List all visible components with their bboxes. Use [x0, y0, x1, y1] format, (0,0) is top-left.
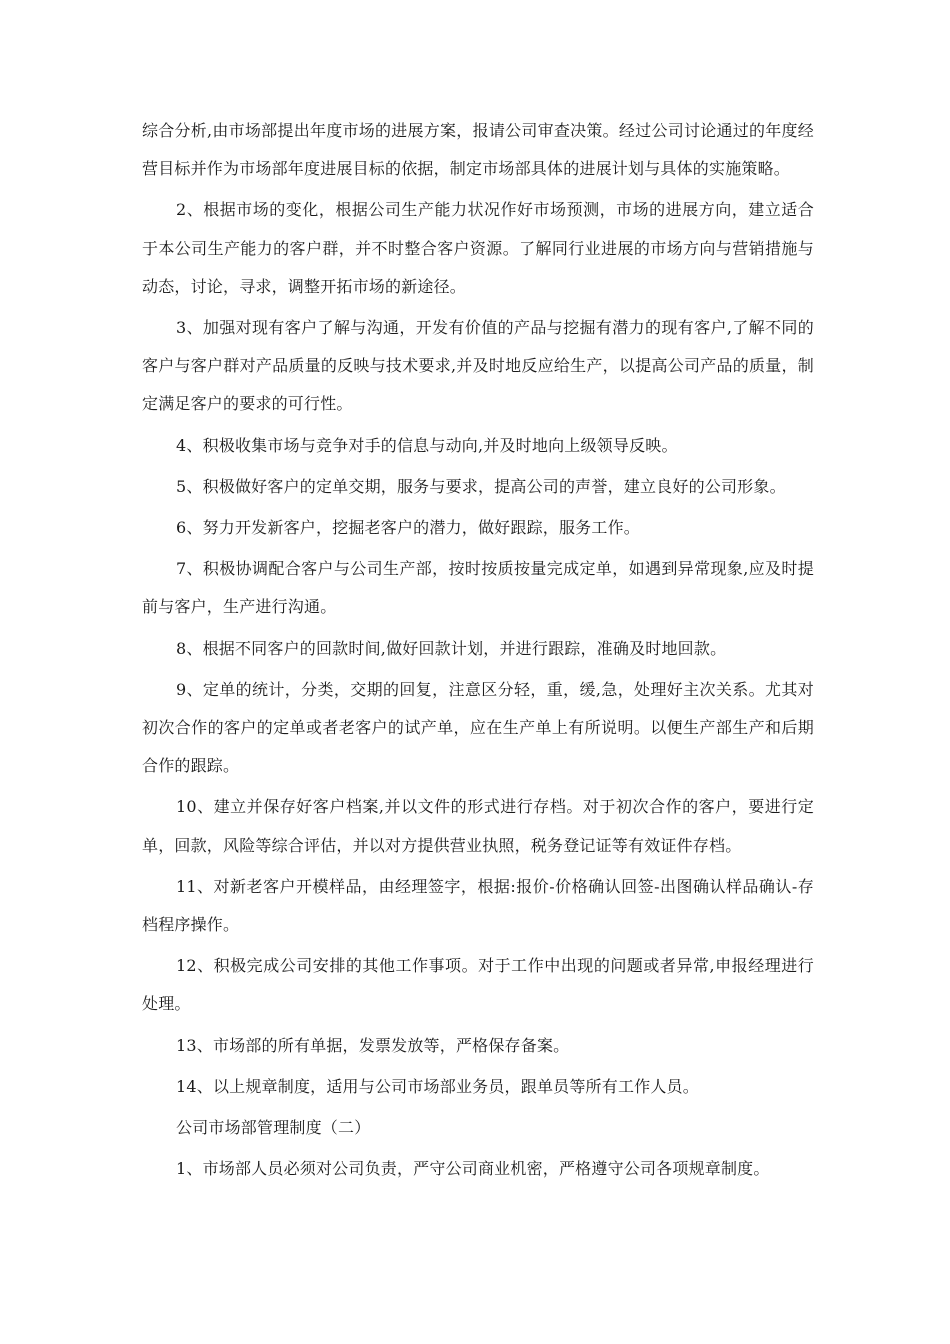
section-heading: 公司市场部管理制度（二）: [176, 1118, 371, 1138]
paragraph: 8、根据不同客户的回款时间,做好回款计划，并进行跟踪，准确及时地回款。: [176, 638, 727, 658]
paragraph: 2、根据市场的变化，根据公司生产能力状况作好市场预测，市场的进展方向，建立适合于本公司生产能力的客户群，并不时整合客户资源。了解同行业进展的市场方向与营销措施与动态，讨论，寻求，调整开拓市场的新途径。: [142, 200, 814, 296]
document-body: [142, 112, 814, 1191]
paragraph: 11、对新老客户开模样品，由经理签字，根据:报价-价格确认回签-出图确认样品确认-存档程序操作。: [142, 876, 814, 935]
paragraph: 14、以上规章制度，适用与公司市场部业务员，跟单员等所有工作人员。: [176, 1076, 699, 1096]
paragraph: 4、积极收集市场与竞争对手的信息与动向,并及时地向上级领导反映。: [176, 435, 678, 455]
paragraph: 5、积极做好客户的定单交期，服务与要求，提高公司的声誉，建立良好的公司形象。: [176, 476, 786, 496]
paragraph: 1、市场部人员必须对公司负责，严守公司商业机密，严格遵守公司各项规章制度。: [176, 1159, 770, 1179]
paragraph: 3、加强对现有客户了解与沟通，开发有价值的产品与挖掘有潜力的现有客户,了解不同的客户与客户群对产品质量的反映与技术要求,并及时地反应给生产，以提高公司产品的质量，制定满足客户的要求的可行性。: [142, 318, 814, 414]
paragraph: 6、努力开发新客户，挖掘老客户的潜力，做好跟踪，服务工作。: [176, 518, 640, 538]
paragraph: 13、市场部的所有单据，发票发放等，严格保存备案。: [176, 1035, 570, 1055]
paragraph: 7、积极协调配合客户与公司生产部，按时按质按量完成定单，如遇到异常现象,应及时提前与客户，生产进行沟通。: [142, 559, 814, 617]
paragraph: 10、建立并保存好客户档案,并以文件的形式进行存档。对于初次合作的客户，要进行定单，回款，风险等综合评估，并以对方提供营业执照，税务登记证等有效证件存档。: [142, 797, 814, 855]
paragraph: 9、定单的统计，分类，交期的回复，注意区分轻，重，缓,急，处理好主次关系。尤其对初次合作的客户的定单或者老客户的试产单，应在生产单上有所说明。以便生产部生产和后期合作的跟踪。: [142, 679, 814, 776]
paragraph: 综合分析,由市场部提出年度市场的进展方案，报请公司审查决策。经过公司讨论通过的年度经营目标并作为市场部年度进展目标的依据，制定市场部具体的进展计划与具体的实施策略。: [142, 121, 814, 179]
paragraph: 12、积极完成公司安排的其他工作事项。对于工作中出现的问题或者异常,申报经理进行处理。: [142, 956, 814, 1014]
